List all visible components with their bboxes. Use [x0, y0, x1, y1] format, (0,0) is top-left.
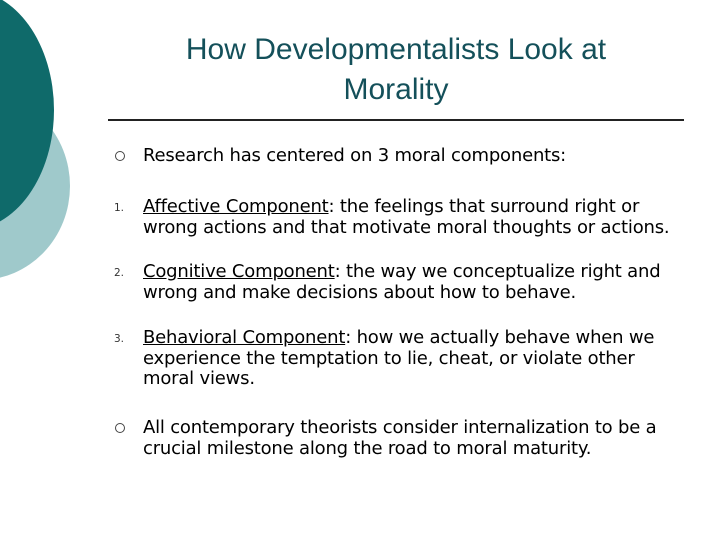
hollow-circle-bullet-icon: [115, 151, 125, 161]
slide-title: [110, 30, 682, 110]
title-divider: [108, 119, 684, 121]
list-item-affective: [143, 197, 688, 238]
term-cognitive: Cognitive Component: [143, 261, 335, 282]
definition-affective: : the feelings that surround right or wrong actions and that motivate moral thoughts or actions.: [143, 196, 670, 238]
list-item-cognitive: [143, 262, 688, 303]
title-line-2: Morality: [343, 73, 449, 106]
intro-text: Research has centered on 3 moral components:: [143, 145, 567, 166]
hollow-circle-bullet-icon: [115, 423, 125, 433]
term-behavioral: Behavioral Component: [143, 327, 346, 348]
definition-behavioral: : how we actually behave when we experience the temptation to lie, cheat, or violate other moral views.: [143, 327, 655, 389]
term-affective: Affective Component: [143, 196, 329, 217]
list-number-3: 3.: [114, 333, 125, 345]
closing-text: All contemporary theorists consider internalization to be a crucial milestone along the road to moral maturity.: [143, 417, 657, 459]
list-number-1: 1.: [114, 202, 125, 214]
definition-cognitive: : the way we conceptualize right and wrong and make decisions about how to behave.: [143, 261, 661, 303]
title-line-1: How Developmentalists Look at: [185, 33, 607, 66]
list-item-behavioral: [143, 328, 688, 390]
list-number-2: 2.: [114, 267, 125, 279]
